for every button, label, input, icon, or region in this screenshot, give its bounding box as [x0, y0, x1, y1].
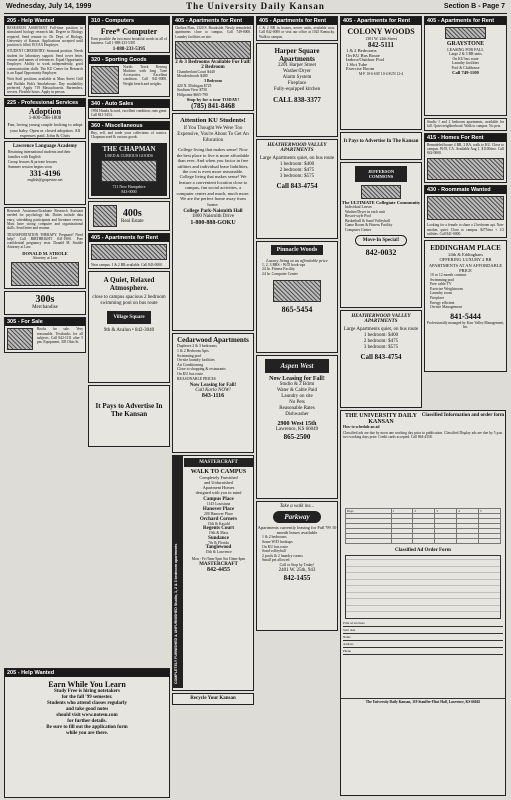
parkway-logo: Parkway — [273, 511, 321, 523]
cedarwood-item: On KU bus route — [177, 372, 204, 377]
eddingham-item: On-site Management — [430, 305, 462, 310]
rates-head-cell: 5 — [479, 509, 501, 514]
pinnacle-logo — [273, 280, 321, 302]
real-estate-number: 400s — [122, 207, 142, 219]
earn-title: Earn While You Learn — [48, 680, 126, 689]
stop-by-text: Stop by for a tour TODAY! — [186, 97, 240, 103]
colony-item: 1 Slot Tube — [346, 61, 368, 67]
column-5 — [340, 16, 422, 410]
heatherwood-price: 3 bedroom: $575 — [363, 345, 399, 350]
graystone-text: Studio 1 and 2 bedroom apartments, available for fall. Quiet neighborhood. Walk to campus. No pets. — [427, 120, 504, 129]
pays-text: It Pays to Advertise In The Kansan — [343, 139, 419, 144]
eddingham-phone: 841-5444 — [450, 311, 481, 321]
misc-header: 360 - Miscellaneous — [89, 122, 169, 130]
house-photo — [427, 158, 504, 180]
eddingham-offer: OFFERING LUXURY 2 BR APARTMENTS AT AN AFFORDABLE PRICE — [428, 257, 503, 273]
price-item: Hillpointe $665-790 — [177, 92, 208, 97]
chapman-ad — [91, 143, 167, 196]
udk-text: Classified ads are due by noon one working day prior to publication. Classified Display ads are due by 5 p.m. two working days prior. Credit cards accepted. Call 864-4358. — [343, 430, 503, 439]
house-icon — [93, 205, 117, 227]
quiet-title: A Quiet, Relaxed Atmosphere. — [103, 276, 155, 293]
homes-text: Remodeled house 4 BR, 2 BA, walk to KU. Close to campus. W/D, CA. Available Aug 1. $1100/mo. Call 842-0000. — [427, 142, 504, 156]
earn-line: for the fall '99 semester. — [61, 695, 113, 700]
heatherwood-ad — [340, 310, 422, 408]
pays-to-advertise-ad — [88, 385, 170, 447]
roommate-section — [424, 185, 507, 238]
price-item: 3 Bedroom — [204, 79, 222, 84]
eddingham-address: 24th & Eddingham — [448, 252, 483, 258]
parkway-item: Sand volleyball — [262, 549, 286, 554]
jefferson-item: Individual Leases — [345, 205, 372, 209]
academy-title: Lawrence Language Academy — [12, 144, 78, 150]
jefferson-item: Basketball & Sand Volleyball — [345, 218, 390, 223]
pays-to-advertise-ad — [340, 132, 422, 160]
column-2 — [88, 16, 170, 449]
graystone-title: GRAYSTONE — [446, 41, 485, 47]
lawyer-logo — [11, 262, 79, 286]
real-estate-label: Real Estate — [121, 218, 144, 224]
eddingham-item: 10 or 12 month contract — [430, 272, 467, 277]
graystone-item: On KU bus route — [452, 56, 479, 61]
mc-line: and Unfurnished — [204, 480, 233, 486]
free-computer-title: Free* Computer — [100, 27, 158, 36]
keys-graphic — [427, 196, 504, 220]
mc-property-addr: 200 Hanover Place — [204, 512, 233, 517]
graystone-text-listing — [424, 118, 507, 131]
form-field[interactable]: Phone — [343, 649, 503, 655]
earn-line: and take good notes — [65, 707, 109, 712]
harper-item: Alarm System — [282, 74, 312, 80]
heatherwood-phone: Call 843-4754 — [360, 353, 402, 361]
pinnacle-item: 24 hr. Computer Center — [262, 272, 298, 277]
village-address: 9th & Avalon • 842-3040 — [103, 328, 155, 334]
colony-address: 1301 W. 24th Street — [365, 36, 397, 41]
pays-text: It Pays to Advertise In The Kansan — [95, 402, 163, 419]
column-6 — [424, 16, 507, 374]
for-sale-text: Books for sale. Very reasonable. Textbooks for all subjects. Call 842-1111 after 5 pm. Equipment, 305 Ohio St. — [37, 327, 83, 345]
parkway-head: Take a walk ins... — [279, 503, 315, 509]
heatherwood-price: 2 bedroom: $475 — [363, 339, 399, 344]
jefferson-logo-graphic — [361, 185, 401, 199]
rates-title: Classified Information and order form — [421, 413, 505, 418]
mc-property: Hanover Place — [202, 507, 235, 513]
parkway-item: 1 & 2 bedrooms — [262, 535, 287, 540]
earn-line: Students who attend classes regularly — [47, 701, 127, 706]
recycle-text: Recycle Your Kansan — [190, 696, 236, 702]
colony-woods-ad — [340, 16, 422, 130]
tour-phone: (785) 841-8468 — [191, 102, 235, 111]
jefferson-item: Computer Center — [345, 227, 372, 232]
adoption-text: Fun, loving young couple looking to adopt your baby. Open or closed adoption. All expenses paid. John & Chris — [7, 122, 83, 138]
cedarwood-item: Duplexes 2 & 3 bedrooms — [177, 344, 217, 349]
mc-line: Completely Furnished — [199, 475, 238, 481]
udk-fine-print — [341, 440, 505, 506]
cedarwood-item: REASONABLE PRICES — [177, 376, 216, 381]
graystone-item: Laundry facilities — [452, 61, 479, 66]
attention-title: Attention KU Students! — [180, 117, 246, 125]
colony-item: 1 & 2 Bedrooms — [346, 48, 377, 53]
for-sale-header: 305 - For Sale — [5, 318, 85, 326]
parkway-address: 2401 W. 25th, 943 — [278, 567, 316, 573]
adoption-phone: 1-800-598-1808 — [28, 116, 62, 122]
mc-property-addr: 15th & Kasold — [207, 521, 230, 526]
professional-header: 225 - Professional Services — [5, 99, 85, 107]
form-field[interactable]: Start date — [343, 628, 503, 634]
apartment-photo — [175, 41, 251, 59]
mc-property-addr: 15th & Lawrence — [205, 550, 232, 555]
mc-property: Sundance — [208, 535, 229, 541]
help-wanted-text: RESEARCH ASSISTANT Full-time position in stimulated biology research lab. Degree in Biology required. Send resume to: Dr. Dept. of Biology, University of Kansas. Applications accepted until position is filled. EO/AA Employer. — [7, 26, 83, 48]
free-computer-text: Earn possible the two most beautiful words in all of business. Call 1-888-233-5395 — [91, 37, 167, 46]
research-text: Research Assistance/Graduate Research Assistant needed for psychology lab. Duties include data entry, scheduling participants and literature review. Must have strong computer and organizational skills. Send letter and resume. — [7, 209, 83, 231]
auto-header: 340 - Auto Sales — [89, 100, 169, 108]
apartments-text: Chelsea Flats, 1320 S. Brookside. Newly remodeled apartments close to campus. Call 749-0000. Laundry facilities on site. — [175, 26, 251, 39]
chapman-addr: 711 New Hampshire — [112, 183, 146, 189]
for-sale-section — [4, 317, 86, 353]
village-square-ad — [88, 271, 170, 383]
jefferson-special: Move-In Special! — [355, 235, 407, 246]
help-wanted-header: 205 - Help Wanted — [5, 17, 85, 25]
sporting-photo — [91, 66, 119, 94]
mc-property-addr: 1145 Louisiana — [206, 502, 231, 507]
mc-brand: MASTERCRAFT — [199, 561, 238, 567]
jefferson-item: Washer/Dryer in each unit — [345, 209, 385, 214]
chapman-photo — [101, 160, 157, 182]
earn-ad — [4, 668, 170, 798]
for-sale-photo — [7, 328, 33, 350]
cedarwood-ad — [172, 333, 254, 453]
heatherwood-price: 2 bedroom: $475 — [279, 167, 315, 173]
jefferson-sub: The ULTIMATE Collegiate Community — [341, 200, 421, 205]
harper-item: Fully-equipped kitchen — [273, 86, 321, 92]
mc-property-addr: 7th & Florida — [208, 540, 229, 545]
parkway-phone: 842-1455 — [283, 573, 311, 582]
section-label: Section B - Page 7 — [443, 3, 505, 10]
jefferson-phone: 842-0032 — [365, 247, 397, 257]
misc-text: Buy, sell, and trade your collections of comics. Chapman used & curious goods. — [91, 131, 167, 140]
jefferson-commons-ad — [340, 162, 422, 308]
apartment-photo — [91, 244, 167, 260]
rates-head-cell: 4 — [457, 509, 479, 514]
colony-hours: M-F 10-6 SAT 10-4 SUN 12-4 — [358, 71, 404, 76]
graystone-item: Large 2 & 3 BR units — [449, 52, 482, 56]
earn-section — [4, 668, 170, 800]
mc-property: Campus Place — [203, 497, 234, 503]
harper-item: Fireplace — [287, 80, 307, 86]
classified-info — [340, 410, 506, 798]
pinnacle-sub: Luxury living at an affordable price — [266, 257, 328, 263]
aspen-rent: Now Leasing for Fall! — [269, 375, 325, 382]
apartments-header: 405 - Apartments for Rent — [341, 17, 421, 25]
colony-title: COLONY WOODS — [347, 27, 415, 36]
merchandise-banner — [4, 291, 86, 315]
heatherwood-title: HEATHERWOOD VALLEY APARTMENTS — [267, 142, 327, 153]
mc-property: Regents Court — [203, 526, 234, 532]
aspen-city: Lawrence, KS 66049 — [275, 426, 319, 432]
sporting-header: 320 - Sporting Goods — [89, 56, 169, 64]
eddingham-title: EDDINGHAM PLACE — [430, 244, 501, 253]
harper-address: 2201 Harper Street — [277, 62, 317, 68]
college-name: College Park-Naismith Hall — [183, 208, 243, 214]
graystone-logo — [445, 27, 486, 39]
eddingham-item: Swimming pool — [430, 277, 455, 282]
vertical-banner-text: COMPLETELY FURNISHED & UNFURNISHED Studio, 1, 2 & 3 bedroom apartments — [174, 544, 178, 685]
language-academy-ad — [4, 141, 86, 205]
heatherwood-ad — [256, 139, 338, 239]
lawyer-sub: Attorney at Law — [32, 255, 58, 260]
rates-head-cell: 3 — [435, 509, 457, 514]
classified-form — [340, 410, 506, 796]
form-field[interactable]: Print ad text here — [343, 621, 503, 627]
cedarwood-rent: Now Leasing for Fall! — [189, 383, 237, 389]
apartments-section — [172, 16, 254, 111]
harper-phone: CALL 838-3377 — [273, 95, 321, 104]
aspen-item: Dishwasher — [285, 411, 309, 417]
payment-section — [341, 656, 505, 698]
earn-line: while you are there. — [65, 731, 109, 736]
price-item: Stadium View $750 — [177, 88, 208, 93]
eddingham-footer: Professionally managed by Kaw Valley Management, Inc. — [426, 320, 505, 329]
walk-to-campus: WALK TO CAMPUS — [190, 469, 247, 476]
paper-title: The University Daily Kansan — [186, 1, 325, 11]
graystone-ad — [424, 16, 507, 116]
earn-line: Study Free is hiring notetakers — [53, 689, 121, 694]
mc-property: Tanglewood — [205, 545, 232, 551]
issue-date: Wednesday, July 14, 1999 — [6, 3, 92, 10]
merch-number: 300s — [35, 294, 55, 306]
cedarwood-title: Cedarwood Apartments — [177, 336, 249, 345]
roommate-text: Looking for a female to share a 2 bedroom apt. Non-smoker, quiet. Close to campus. $275/mo + 1/2 utilities. Call 841-0000. — [427, 223, 504, 237]
heatherwood-text: Large Apartments quiet, on bus route — [259, 155, 335, 161]
column-4 — [256, 16, 338, 633]
aspen-address: 2900 West 15th — [277, 420, 317, 427]
auto-section — [88, 99, 170, 120]
jefferson-logo: JEFFERSON COMMONS — [355, 166, 407, 182]
parkway-item: On KU bus route — [262, 544, 289, 549]
computers-header: 310 - Computers — [89, 17, 169, 25]
price-item: 420 N. Michigan $725 — [177, 83, 212, 88]
jefferson-item: Game Room & Fitness Facility — [345, 223, 393, 228]
apartments-header: 405 - Apartments for Rent — [257, 17, 337, 25]
academy-item: Summer session begins soon — [8, 164, 52, 169]
apartments-header: 405 - Apartments for Rent — [89, 234, 169, 242]
vertical-banner — [173, 456, 183, 688]
graystone-item: Pool & Clubhouse — [451, 65, 480, 70]
cedarwood-item: Air Conditioning — [177, 362, 204, 367]
aspen-item: Laundry on site — [281, 393, 313, 399]
cedarwood-item: On-site laundry facilities — [177, 358, 215, 363]
real-estate-banner — [88, 201, 170, 231]
pinnacle-item: 1, 2, 3 BRS - W/D hook-ups — [262, 262, 306, 267]
apartments-text: Near campus. 1 & 2 BR available. Call 843-0000. — [91, 262, 163, 267]
mc-property: Orchard Corners — [199, 516, 238, 522]
udk-footer: The University Daily Kansan, 119 Stauffer-Flint Hall, Lawrence, KS 66045 — [341, 698, 505, 704]
chapman-phone: 843-0000 — [121, 188, 137, 194]
college-phone: 1-800-888-GOKU — [190, 219, 236, 226]
colony-phone: 842-5111 — [367, 41, 395, 49]
apartments-header: 405 - Apartments for Rent — [425, 17, 506, 25]
earn-line: Be sure to fill out the application form — [46, 725, 128, 730]
two-bedroom-title: 2 & 3 Bedrooms Available For Fall! — [175, 59, 251, 65]
cedarwood-phone: 843-1116 — [201, 393, 225, 400]
heatherwood-text: Large Apartments quiet, on bus route — [343, 327, 419, 332]
heatherwood-title: HEATHERWOOD VALLEY APARTMENTS — [351, 314, 411, 324]
professional-section — [4, 98, 86, 139]
rates-head-cell: 2 — [413, 509, 435, 514]
help-wanted-header: 205 - Help Wanted — [5, 669, 169, 677]
mastercraft-title: MASTERCRAFT — [184, 458, 253, 467]
parkway-item: 2 pools & 2 laundry rooms — [262, 553, 303, 558]
college-park-ad — [172, 113, 254, 331]
apartments-text: 1 & 2 BR in houses, newer units, available now. Call 842-0000 or visit our office at 1025 Kentucky. Walk to campus. — [259, 26, 335, 39]
eddingham-ad — [424, 240, 507, 372]
heatherwood-price: 1 bedroom: $400 — [279, 161, 315, 167]
merch-label: Merchandise — [32, 305, 58, 311]
aspen-item: Water & Cable Paid — [276, 387, 317, 393]
cedarwood-item: 1 & 2 Bedroom Apts. — [177, 349, 210, 354]
mc-line: designed with you in mind — [195, 490, 242, 496]
quiet-text: close to campus spacious 2 bedroom swimming pool on bus route — [92, 295, 166, 307]
parkway-item: Some W/D hookups — [262, 540, 293, 545]
help-wanted-text: STUDENT CHEMISTRY: Seasonal position. Needs student for laboratory support. Send cover letter, resume and names of references. Equal Opportunity Employer. Ability to work independently, good communication skills. The KU Center for Research is an Equal Opportunity Employer. — [7, 49, 83, 75]
parkway-item: Call or Stop by Today! — [279, 563, 315, 568]
apartments-header: 405 - Apartments for Rent — [173, 17, 253, 25]
harper-title: Harper Square Apartments — [274, 46, 320, 63]
sporting-text: Nordic Track Rowing Machine with long Tone Accessories. Excellent condition. Call 841-0000. Weight bench and weights. — [123, 64, 167, 86]
eddingham-item: Free cable TV — [430, 282, 452, 287]
parkway-item: Small pet allowed — [262, 558, 290, 563]
pinnacle-phone: 865-5454 — [281, 304, 313, 314]
free-computer-phone: 1-888-233-5395 — [112, 46, 146, 52]
eddingham-item: Exercise Weightroom — [430, 286, 463, 291]
aspen-item: Reasonable Rates — [279, 405, 315, 411]
header-rule — [4, 13, 507, 14]
roommate-header: 430 - Roommate Wanted — [425, 186, 506, 194]
colony-item: Exercise Room — [346, 66, 375, 72]
mastercraft-ad — [172, 455, 254, 691]
jefferson-item: Resort-style Pool — [345, 214, 372, 219]
graystone-sub: LEASING FOR FALL — [447, 47, 484, 52]
research-listing — [4, 207, 86, 289]
homes-header: 415 - Homes For Rent — [425, 134, 506, 142]
cedarwood-cta: Call Karla NOW! — [195, 388, 231, 394]
price-item: Chamberlain Court $440 — [177, 69, 215, 74]
apartments-section — [256, 16, 338, 41]
college-address: 1800 Naismith Drive — [191, 213, 235, 219]
column-1 — [4, 16, 86, 355]
computers-section — [88, 16, 170, 53]
academy-phone: 331-4196 — [29, 169, 61, 179]
apartments-section — [88, 233, 170, 269]
udk-sub: How to schedule an ad — [343, 425, 380, 429]
form-field[interactable]: Name — [343, 635, 503, 641]
adoption-title: Adoption — [28, 107, 61, 117]
harper-square-ad — [256, 43, 338, 137]
ad-text-grid[interactable] — [345, 555, 501, 619]
eddingham-item: Laundry room — [430, 291, 452, 296]
academy-email: english@grapevine.net — [27, 178, 63, 183]
heatherwood-phone: Call 843-4754 — [276, 181, 318, 190]
help-wanted-section — [4, 16, 86, 96]
aspen-west-ad — [256, 355, 338, 499]
mc-property-addr: 19th & Mass — [208, 531, 229, 536]
homes-section — [424, 133, 507, 184]
harper-item: Washer/Dryer — [283, 68, 311, 74]
heatherwood-price: 3 bedroom: $575 — [279, 173, 315, 179]
chapman-title: THE CHAPMAN — [102, 144, 156, 153]
rates-table — [345, 508, 501, 544]
page-header — [0, 0, 511, 14]
colony-item: Indoor/Outdoor Pool — [346, 57, 385, 63]
mc-line: Apartment Homes — [202, 485, 235, 491]
rates-head-cell: 1 — [391, 509, 413, 514]
pinnacle-title: Pinnacle Woods — [271, 245, 323, 255]
sporting-section — [88, 55, 170, 97]
aspen-item: Studio & 2 Bdrm — [279, 381, 315, 387]
bedroom-label: 2 Bedroom — [201, 64, 225, 70]
aspen-item: No Pets — [289, 399, 305, 405]
attention-text: If You Thought We Were Too Expensive, You're About To Get An Education — [177, 126, 249, 144]
graystone-phone: Call 749-1100 — [452, 70, 479, 76]
pinnacle-item: 24 hr. Fitness Facility — [262, 267, 295, 272]
misc-section — [88, 121, 170, 199]
aspen-phone: 865-2500 — [283, 432, 311, 441]
form-field[interactable]: Address — [343, 642, 503, 648]
eddingham-item: Fireplace — [430, 295, 445, 300]
recycle-banner — [172, 693, 254, 705]
parkway-text: Apartments currently leasing for Fall '99 10 month leases available — [257, 524, 337, 536]
cedarwood-item: Swimming pool — [177, 353, 202, 358]
parkway-ad — [256, 501, 338, 631]
column-3 — [172, 16, 254, 707]
aspen-title: Aspen West — [265, 359, 329, 373]
earn-line: for further details. — [67, 719, 107, 724]
colony-item: On KU Bus Route — [346, 52, 380, 58]
earn-line: should visit www.notesu.com — [56, 713, 118, 718]
lawyer-name: DONALD M. STROLE — [22, 250, 68, 256]
heatherwood-price: 1 bedroom: $400 — [363, 333, 399, 338]
pinnacle-woods-ad — [256, 241, 338, 353]
help-wanted-text: Wait Staff positions available at Mass Street Grill and Buffalo Bob's Smokehouse. Day availability preferred. Apply 719 Massachusetts. Bartenders, servers. Flexible hours. Apply in person. — [7, 77, 83, 95]
chapman-sub: USED & CURIOUS GOODS — [105, 152, 153, 158]
college-text: College living that makes sense! Now the best place to live is more affordable than ever. And when you factor in free utilities and individual lease liabilities, the cost is even more reasonable. College living that makes sense! We feature a convenient location close to campus, fun social activities, a computer center and much, much more. We are the perfect home away from home. — [176, 147, 250, 207]
village-logo: Village Square — [107, 311, 151, 324]
order-title: Classified Ad Order Form — [395, 548, 451, 554]
academy-item: Group lessons & private lessons — [8, 160, 57, 165]
table-row — [346, 539, 501, 544]
mc-hours: Mon - Fri 9am-5pm Sat 10am-4pm — [191, 557, 246, 562]
price-item: Meadowbrook $480 — [177, 74, 208, 79]
personal-text: TRANSPORTATION THERAPY. Pregnant? Need help? Call BIRTHRIGHT 841-1900. Free confidential pregnancy tests. Donald M. Stroble Attorney at Law. — [7, 232, 83, 250]
academy-item: Retaining international students and their families with English — [8, 150, 71, 159]
eddingham-item: Energy efficient — [430, 300, 455, 305]
cedarwood-item: Close to shopping & restaurants — [177, 367, 226, 372]
mc-phone: 842-4455 — [207, 566, 230, 573]
udk-title: THE UNIVERSITY DAILY KANSAN — [345, 413, 417, 425]
auto-text: 1994 Honda Accord, excellent condition, runs great. Call 841-5454. — [91, 108, 167, 117]
rates-head-cell: Days — [346, 509, 392, 514]
